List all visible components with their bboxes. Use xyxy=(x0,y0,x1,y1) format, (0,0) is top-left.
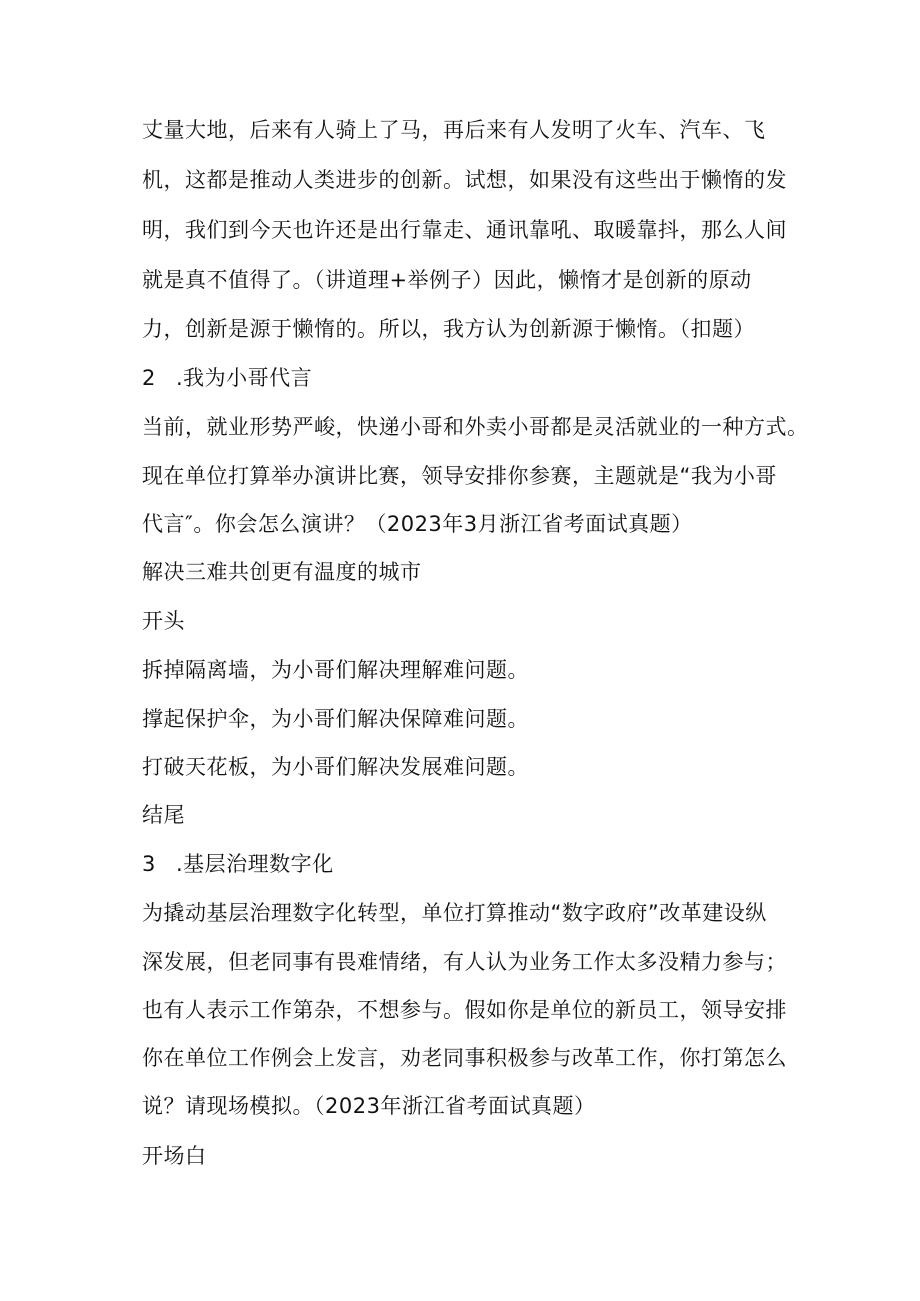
answer-line: 解决三难共创更有温度的城市 xyxy=(142,560,422,584)
section-heading xyxy=(142,364,312,392)
section-title: .我为小哥代言 xyxy=(176,366,313,390)
paragraph-line: 力，创新是源于懒惰的。所以，我方认为创新源于懒惰。（扣题） xyxy=(142,317,755,341)
paragraph-line: 机，这都是推动人类进步的创新。试想，如果没有这些出于懒惰的发 xyxy=(142,168,787,192)
answer-line: 拆掉隔离墙，为小哥们解决理解难问题。 xyxy=(142,658,529,682)
question-line: 你在单位工作例会上发言，劝老同事积极参与改革工作，你打第怎么 xyxy=(142,1046,787,1070)
answer-line: 撑起保护伞，为小哥们解决保障难问题。 xyxy=(142,707,529,731)
question-line: 深发展，但老同事有畏难情绪，有人认为业务工作太多没精力参与； xyxy=(142,950,787,974)
question-line: 现在单位打算举办演讲比赛，领导安排你参赛，主题就是“我为小哥 xyxy=(142,464,777,488)
answer-line: 开头 xyxy=(142,609,185,633)
answer-line: 开场白 xyxy=(142,1144,207,1168)
paragraph-line: 丈量大地，后来有人骑上了马，再后来有人发明了火车、汽车、飞 xyxy=(142,118,766,142)
question-line: 也有人表示工作第杂，不想参与。假如你是单位的新员工，领导安排 xyxy=(142,998,787,1022)
answer-line: 结尾 xyxy=(142,803,185,827)
paragraph-line: 明，我们到今天也许还是出行靠走、通讯靠吼、取暖靠抖，那么人间 xyxy=(142,218,787,242)
question-line: 为撬动基层治理数字化转型，单位打算推动“数字政府”改革建设纵 xyxy=(142,901,767,925)
section-number: 3 xyxy=(142,852,156,876)
question-line: 说？请现场模拟。（2023年浙江省考面试真题） xyxy=(142,1094,596,1118)
paragraph-line: 就是真不值得了。（讲道理+举例子）因此，懒惰才是创新的原动 xyxy=(142,268,752,292)
section-title: .基层治理数字化 xyxy=(176,852,334,876)
section-heading xyxy=(142,850,334,878)
question-line: 代言″。你会怎么演讲？（2023年3月浙江省考面试真题） xyxy=(142,512,693,536)
answer-line: 打破天花板，为小哥们解决发展难问题。 xyxy=(142,755,529,779)
question-line: 当前，就业形势严峻，快递小哥和外卖小哥都是灵活就业的一种方式。 xyxy=(142,415,809,439)
section-number: 2 xyxy=(142,366,156,390)
